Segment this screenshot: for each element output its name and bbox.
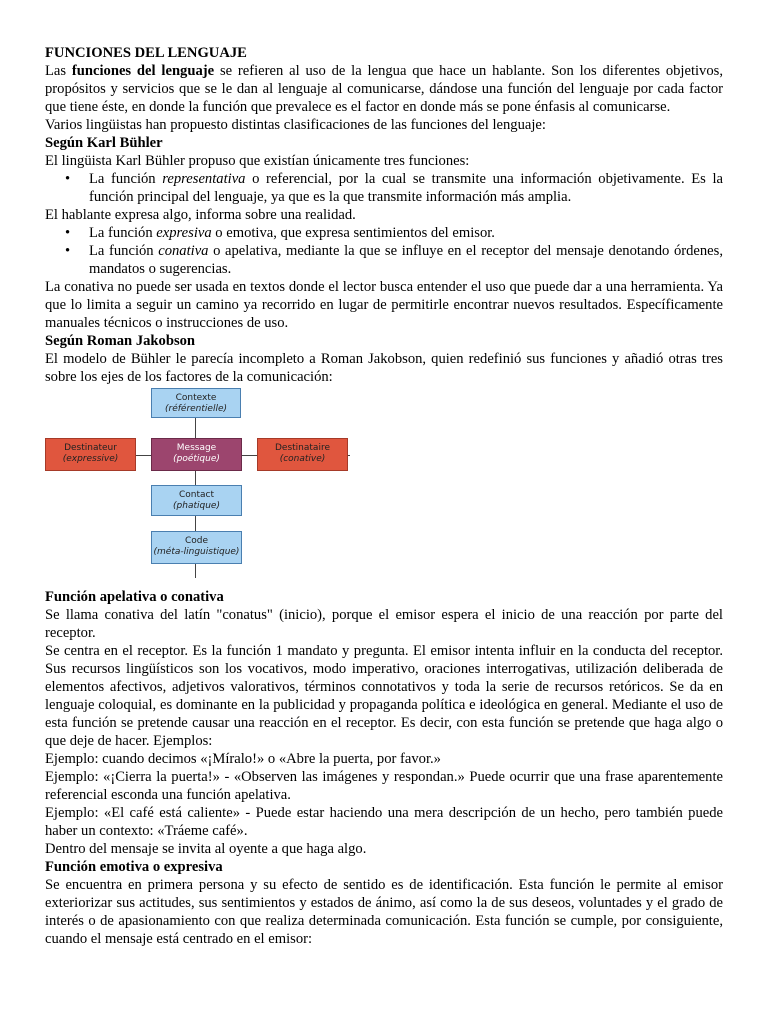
reality-paragraph: El hablante expresa algo, informa sobre una realidad. <box>45 207 356 223</box>
apelativa-example-3: Ejemplo: «El café está caliente» - Puede estar haciendo una mera descripción de un hecho, pero también puede haber un contexto: «Tráeme café». <box>45 805 723 839</box>
section-heading-emotiva: Función emotiva o expresiva <box>45 859 223 875</box>
buhler-list-1 <box>45 170 723 206</box>
buhler-list-2 <box>45 224 723 278</box>
jakobson-paragraph: El modelo de Bühler le parecía incompleto a Roman Jakobson, quien redefinió sus funciones y añadió otras tres sobre los ejes de los factores de la comunicación: <box>45 351 723 385</box>
apelativa-example-2: Ejemplo: «¡Cierra la puerta!» - «Observen las imágenes y respondan.» Puede ocurrir que una frase aparentemente referencial esconda una función apelativa. <box>45 769 723 803</box>
apelativa-p1: Se llama conativa del latín "conatus" (inicio), porque el emisor espera el inicio de una reacción por parte del receptor. <box>45 607 723 641</box>
list-item: • La función conativa o apelativa, mediante la que se influye en el receptor del mensaje denotando órdenes, mandatos o sugerencias. <box>89 242 723 278</box>
jakobson-diagram <box>45 388 723 576</box>
section-heading-jakobson: Según Roman Jakobson <box>45 333 196 349</box>
classifications-paragraph: Varios lingüistas han propuesto distintas clasificaciones de las funciones del lenguaje: <box>45 117 546 133</box>
diagram-box-contexte: Contexte (référentielle) <box>151 388 241 418</box>
section-heading-buhler: Según Karl Bühler <box>45 135 163 151</box>
diagram-box-message: Message (poétique) <box>151 438 242 471</box>
diagram-box-destinateur: Destinateur (expressive) <box>45 438 136 471</box>
document-title: FUNCIONES DEL LENGUAJE <box>45 45 247 61</box>
document-page <box>45 44 723 948</box>
list-item: • La función representativa o referencial, por la cual se transmite una información objetivamente. Es la función principal del lenguaje, ya que es la que transmite información más amplia. <box>89 170 723 206</box>
diagram-box-destinataire: Destinataire (conative) <box>257 438 348 471</box>
apelativa-p3: Dentro del mensaje se invita al oyente a que haga algo. <box>45 841 367 857</box>
apelativa-example-1: Ejemplo: cuando decimos «¡Míralo!» o «Abre la puerta, por favor.» <box>45 751 441 767</box>
emotiva-p1: Se encuentra en primera persona y su efecto de sentido es de identificación. Esta función le permite al emisor exteriorizar sus actitudes, sus sentimientos y estados de ánimo, así como la de sus deseos, voluntades y el grado de interés o de apasionamiento con que realiza determinada comunicación. Esta función se cumple, por consiguiente, cuando el mensaje está centrado en el emisor: <box>45 877 723 947</box>
list-item: • La función expresiva o emotiva, que expresa sentimientos del emisor. <box>89 224 723 242</box>
diagram-box-contact: Contact (phatique) <box>151 485 242 516</box>
diagram-box-code: Code (méta-linguistique) <box>151 531 242 564</box>
buhler-intro: El lingüista Karl Bühler propuso que existían únicamente tres funciones: <box>45 153 470 169</box>
intro-paragraph: Las funciones del lenguaje se refieren al uso de la lengua que hace un hablante. Son los diferentes objetivos, propósitos y servicios que se le dan al lenguaje al comunicarse, dándose una función del lenguaje por cada factor que tiene éste, en donde la función que prevalece es el factor en donde más se pone énfasis al comunicarse. <box>45 63 723 115</box>
conativa-note: La conativa no puede ser usada en textos donde el lector busca entender el uso que puede dar a una herramienta. Ya que lo limita a seguir un camino ya recorrido en lugar de permitirle encontrar nuevos resultados. Específicamente manuales técnicos o instrucciones de uso. <box>45 279 723 331</box>
intro-bold-term: funciones del lenguaje <box>71 63 215 79</box>
section-heading-apelativa: Función apelativa o conativa <box>45 589 224 605</box>
apelativa-p2: Se centra en el receptor. Es la función 1 mandato y pregunta. El emisor intenta influir en la conducta del receptor. Sus recursos lingüísticos son los vocativos, modo imperativo, oraciones interrogativas, utilización deliberada de elementos afectivos, adjetivos valorativos, términos connotativos y toda la serie de recursos retóricos. Se da en lenguaje coloquial, es dominante en la publicidad y propaganda política e ideológica en general. Mediante el uso de esta función se pretende causar una reacción en el receptor. Es decir, con esta función se pretende que haga algo o que deje de hacer. Ejemplos: <box>45 643 723 749</box>
